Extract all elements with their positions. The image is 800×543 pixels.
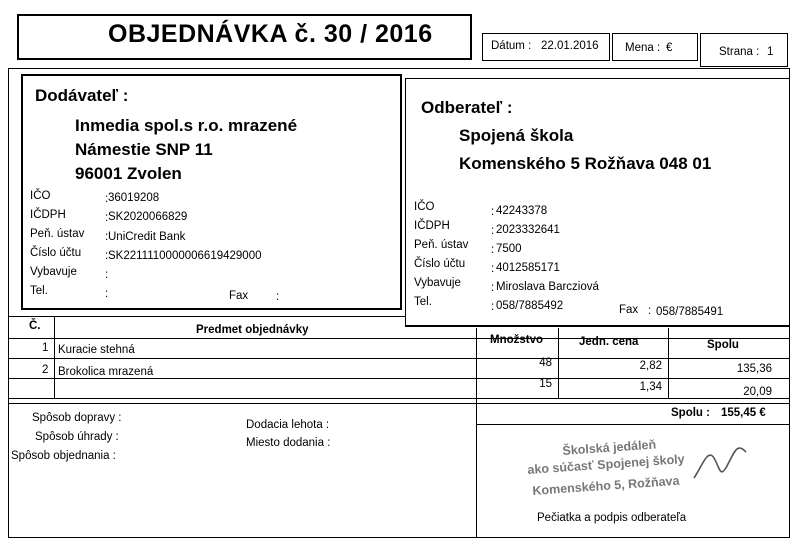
stamp-line: Školská jedáleň <box>562 437 657 458</box>
customer-field-label: Tel. <box>414 296 432 308</box>
supplier-name: Inmedia spol.s r.o. mrazené <box>75 116 298 135</box>
col-header-price: Jedn. cena <box>579 336 639 348</box>
table-col-line <box>54 316 55 398</box>
row-item: Brokolica mrazená <box>58 366 154 378</box>
row-total: 20,09 <box>743 386 772 398</box>
col-header-qty: Množstvo <box>490 334 544 346</box>
table-top-line <box>405 326 790 327</box>
supplier-field-value: UniCredit Bank <box>108 231 186 243</box>
row-price: 1,34 <box>639 381 662 393</box>
table-top-line <box>8 316 405 317</box>
table-row-line <box>8 358 790 359</box>
supplier-field-label: Vybavuje <box>30 266 77 278</box>
customer-heading: Odberateľ : <box>421 98 513 117</box>
customer-name: Spojená škola <box>459 126 574 145</box>
customer-field-label: Vybavuje <box>414 277 461 289</box>
customer-fax-colon: : <box>648 305 652 317</box>
customer-field-label: Číslo účtu <box>414 258 466 270</box>
supplier-field-label: IČO <box>30 190 51 202</box>
supplier-city: 96001 Zvolen <box>75 164 182 183</box>
supplier-street: Námestie SNP 11 <box>75 140 213 159</box>
row-no: 2 <box>42 364 49 376</box>
customer-field-label: Peň. ústav <box>414 239 469 251</box>
row-total: 135,36 <box>736 363 772 375</box>
supplier-field-label: IČDPH <box>30 209 66 221</box>
supplier-fax-label: Fax <box>229 290 249 302</box>
transport-label: Spôsob dopravy : <box>32 412 122 424</box>
table-col-line <box>668 328 669 398</box>
currency-label: Mena : <box>625 42 661 54</box>
payment-label: Spôsob úhrady : <box>35 431 119 443</box>
customer-field-value: 2023332641 <box>496 224 560 236</box>
supplier-colon: : : : : : : <box>105 193 109 300</box>
customer-colon: : : : : : : <box>491 206 495 313</box>
page-value: 1 <box>767 46 774 58</box>
row-no: 1 <box>42 342 49 354</box>
signature-mark <box>690 438 750 488</box>
table-col-line <box>558 328 559 398</box>
table-row-line <box>8 378 790 379</box>
row-qty: 15 <box>539 378 552 390</box>
delivery-place-label: Miesto dodania : <box>246 437 331 449</box>
date-label: Dátum : <box>491 40 532 52</box>
col-header-total: Spolu <box>707 339 739 351</box>
supplier-field-value: SK2020066829 <box>108 211 188 223</box>
table-row-line <box>8 398 790 399</box>
supplier-box <box>21 74 402 310</box>
row-price: 2,82 <box>639 360 662 372</box>
supplier-field-value: SK2211110000006619429000 <box>108 250 262 262</box>
col-header-no: Č. <box>29 320 41 332</box>
supplier-fax-colon: : <box>276 291 280 303</box>
customer-fax-value: 058/7885491 <box>656 306 724 318</box>
sum-underline <box>476 424 790 425</box>
customer-field-value: 058/7885492 <box>496 300 564 312</box>
customer-fax-label: Fax <box>619 304 639 316</box>
stamp-line: ako súčasť Spojenej školy <box>527 452 686 477</box>
document-title: OBJEDNÁVKA č. 30 / 2016 <box>108 20 433 48</box>
delivery-term-label: Dodacia lehota : <box>246 419 330 431</box>
currency-value: € <box>666 42 673 54</box>
customer-field-label: IČO <box>414 201 435 213</box>
customer-field-label: IČDPH <box>414 220 450 232</box>
supplier-field-label: Peň. ústav <box>30 228 85 240</box>
customer-field-value: Miroslava Barcziová <box>496 281 599 293</box>
row-item: Kuracie stehná <box>58 344 135 356</box>
col-header-item: Predmet objednávky <box>196 324 309 336</box>
sum-label: Spolu : <box>671 407 710 419</box>
row-qty: 48 <box>539 357 552 369</box>
table-header-line <box>8 338 790 339</box>
customer-field-value: 42243378 <box>496 205 548 217</box>
table-col-line <box>476 328 477 538</box>
sum-value: 155,45 € <box>721 407 766 419</box>
supplier-field-value: 36019208 <box>108 192 160 204</box>
customer-field-value: 4012585171 <box>496 262 560 274</box>
supplier-field-label: Tel. <box>30 285 48 297</box>
page-label: Strana : <box>719 46 760 58</box>
table-bottom-line <box>8 403 790 404</box>
customer-address: Komenského 5 Rožňava 048 01 <box>459 154 712 173</box>
date-value: 22.01.2016 <box>541 40 599 52</box>
supplier-field-label: Číslo účtu <box>30 247 82 259</box>
stamp-line: Komenského 5, Rožňava <box>532 473 680 498</box>
signature-caption: Pečiatka a podpis odberateľa <box>537 512 687 524</box>
supplier-heading: Dodávateľ : <box>35 86 129 105</box>
order-method-label: Spôsob objednania : <box>11 450 116 462</box>
customer-field-value: 7500 <box>496 243 522 255</box>
